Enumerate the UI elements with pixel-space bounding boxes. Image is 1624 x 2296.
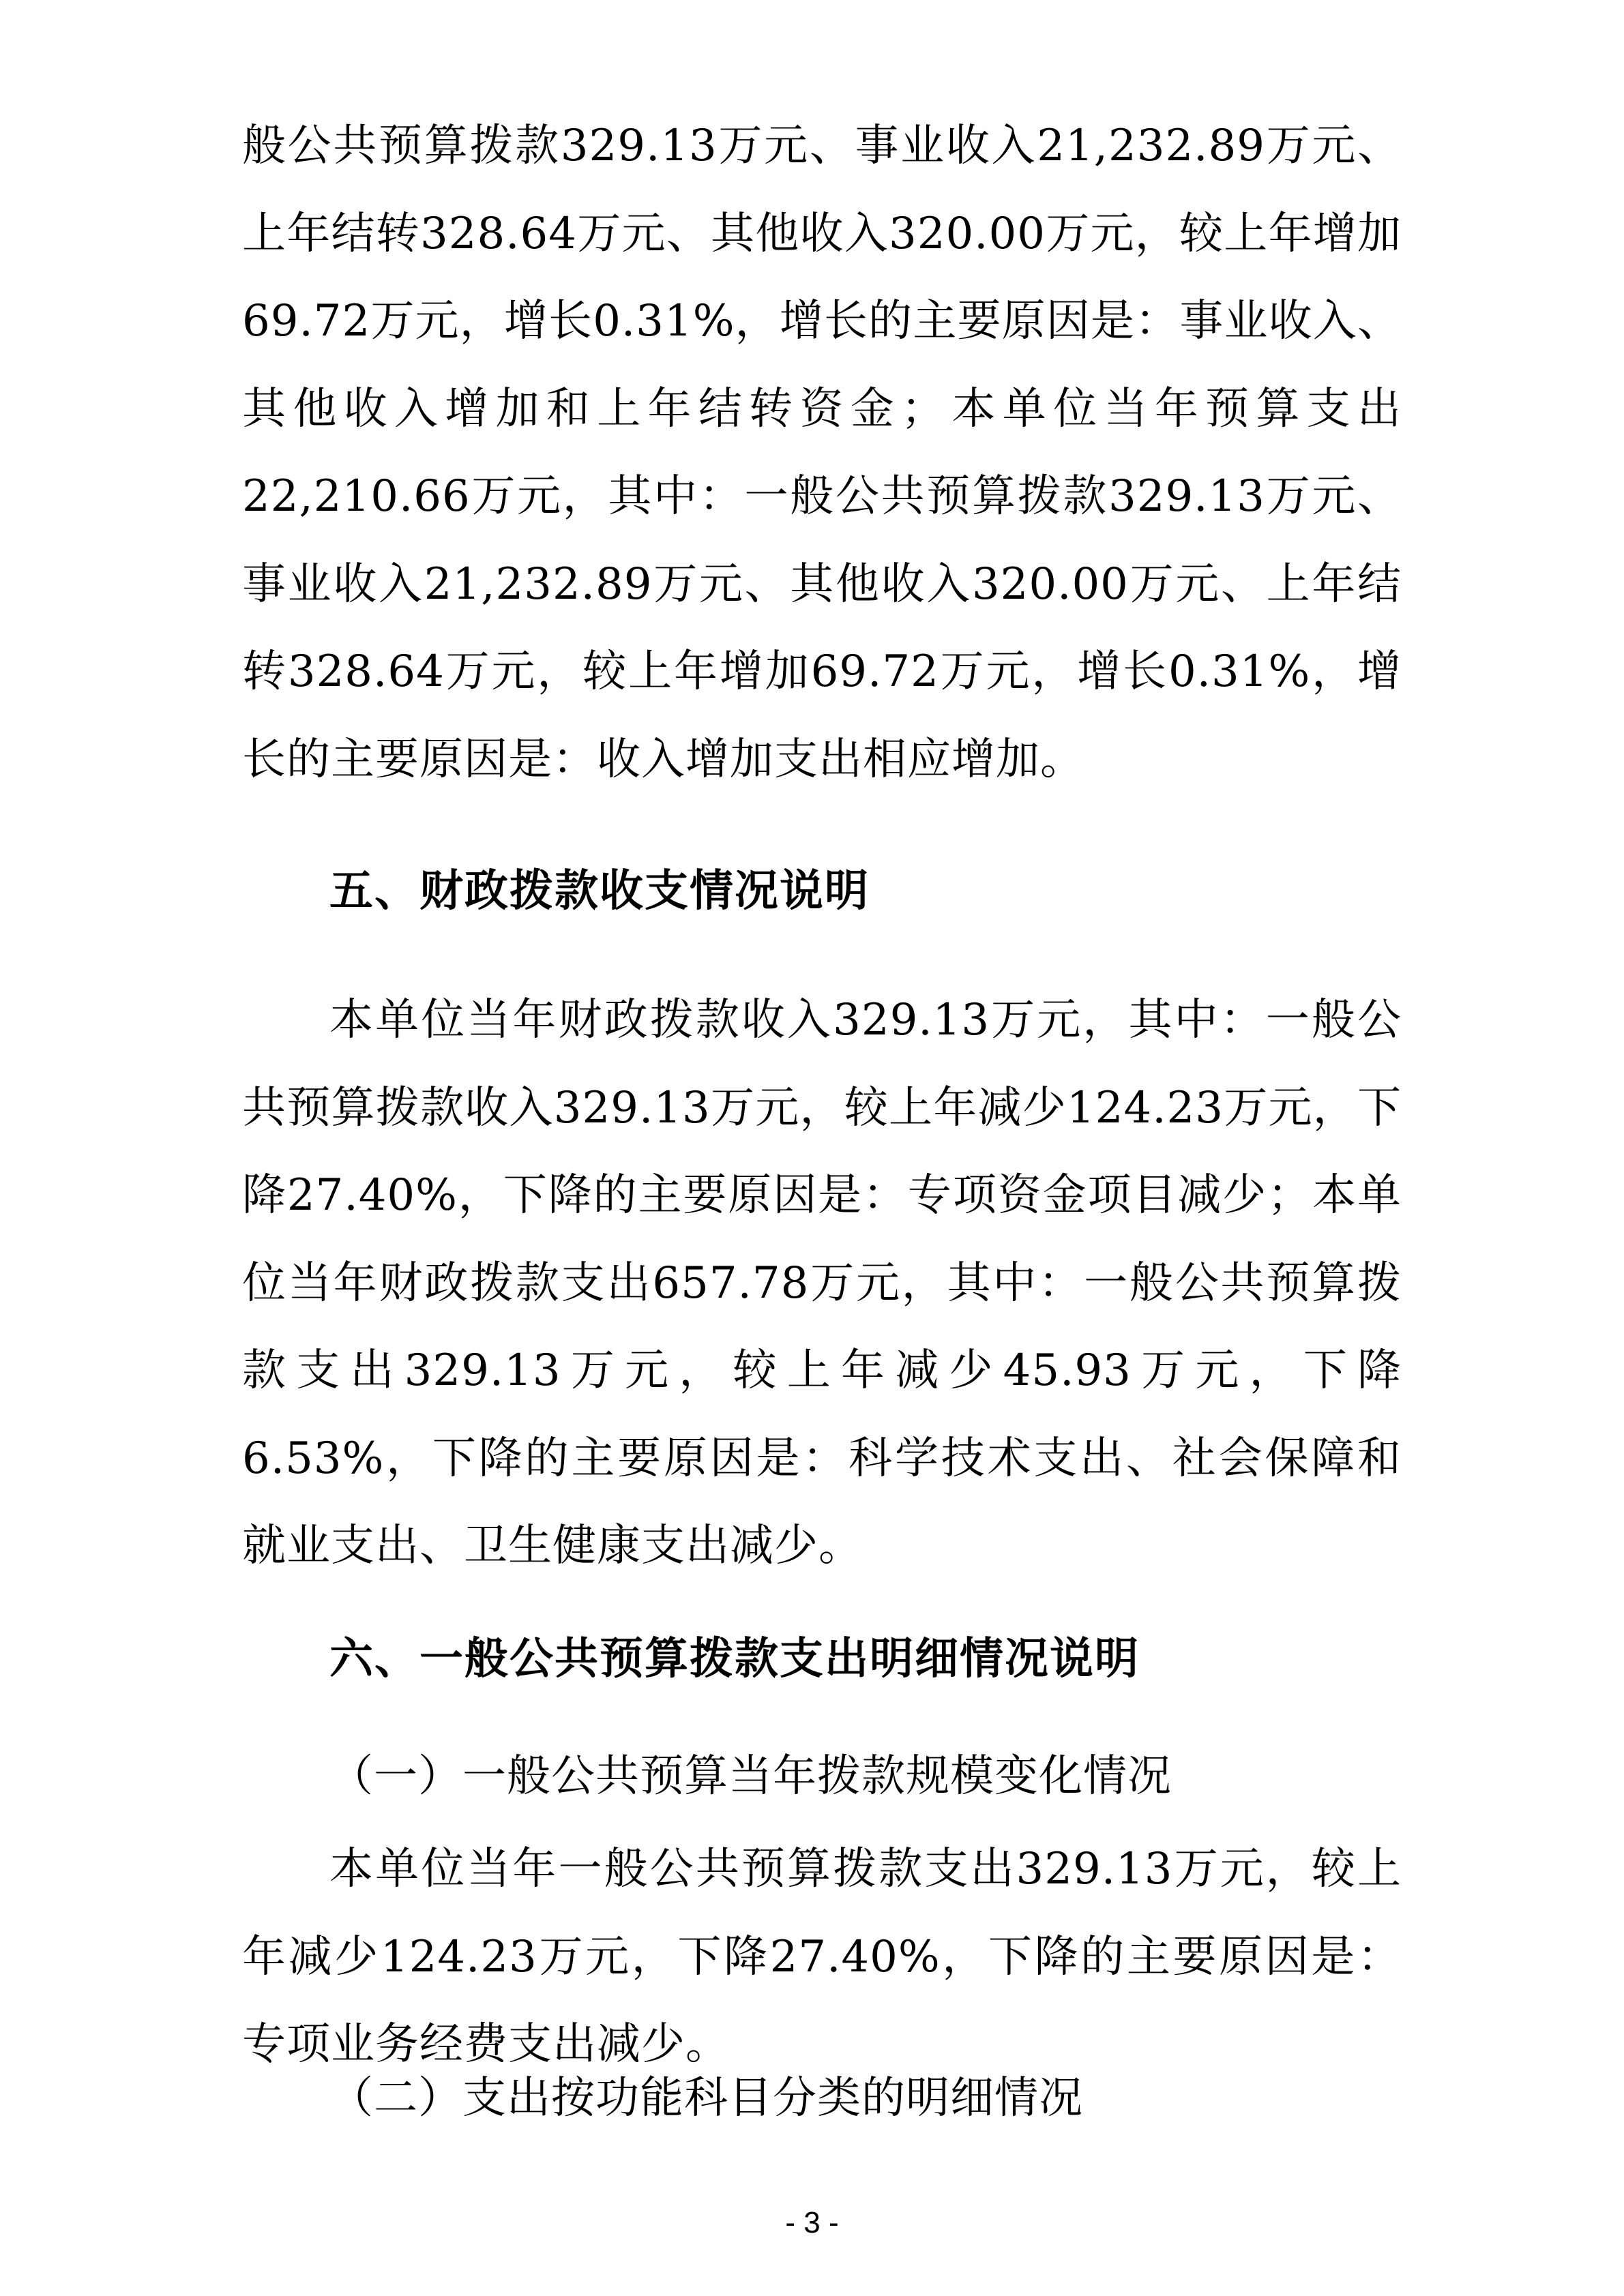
subheading-functional-classification: （二）支出按功能科目分类的明细情况 xyxy=(329,2073,1083,2123)
paragraph-budget-summary: 般公共预算拨款329.13万元、事业收入21,232.89万元、上年结转328.64万元、其他收入320.00万元，较上年增加69.72万元，增长0.31%，增长的主要原因是：事业收入、其他收入增加和上年结转资金；本单位当年预算支出22,210.66万元，其中：一般公共预算拨款329.13万元、事业收入21,232.89万元、其他收入320.00万元、上年结转328.64万元，较上年增加69.72万元，增长0.31%，增长的主要原因是：收入增加支出相应增加。 xyxy=(242,121,1402,785)
page-number: - 3 - xyxy=(785,2206,839,2239)
section-heading-fiscal-appropriation: 五、财政拨款收支情况说明 xyxy=(329,866,870,916)
paragraph-allocation-scale: 本单位当年一般公共预算拨款支出329.13万元，较上年减少124.23万元，下降27.40%，下降的主要原因是：专项业务经费支出减少。 xyxy=(242,1844,1402,2070)
paragraph-fiscal-appropriation: 本单位当年财政拨款收入329.13万元，其中：一般公共预算拨款收入329.13万元，较上年减少124.23万元，下降27.40%，下降的主要原因是：专项资金项目减少；本单位当年财政拨款支出657.78万元，其中：一般公共预算拨款支出329.13万元，较上年减少45.93万元，下降6.53%，下降的主要原因是：科学技术支出、社会保障和就业支出、卫生健康支出减少。 xyxy=(242,995,1402,1571)
section-heading-general-budget-detail: 六、一般公共预算拨款支出明细情况说明 xyxy=(329,1634,1140,1684)
subheading-allocation-scale: （一）一般公共预算当年拨款规模变化情况 xyxy=(329,1751,1172,1802)
